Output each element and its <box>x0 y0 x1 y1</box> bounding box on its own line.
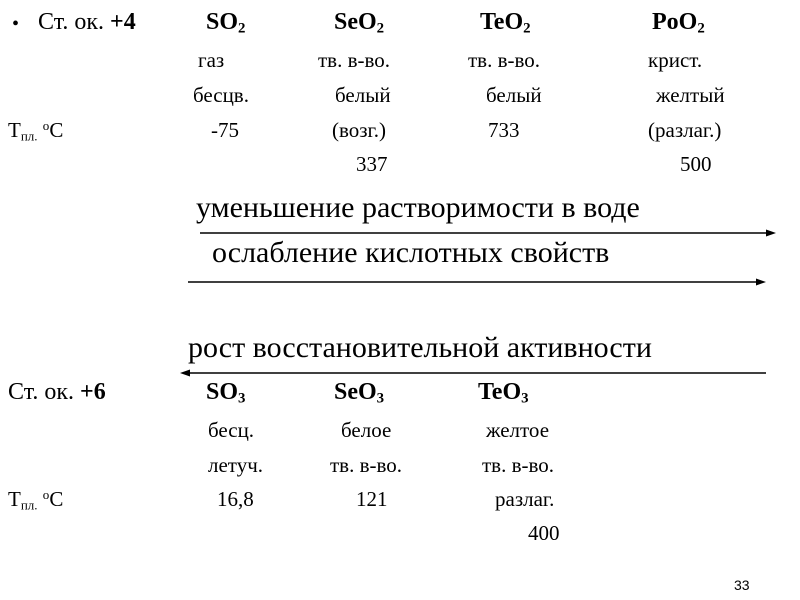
bullet-icon: • <box>12 13 20 35</box>
seo2-color: белый <box>335 83 391 107</box>
teo3-color: желтое <box>486 418 550 442</box>
poo2-state: крист. <box>648 48 703 72</box>
teo2-color: белый <box>486 83 542 107</box>
seo2-sublimation-temp: 337 <box>356 152 388 176</box>
seo3-state: тв. в-во. <box>330 453 403 477</box>
compound-teo2: TeO$_2$ <box>480 9 531 37</box>
compound-seo3: SeO$_3$ <box>334 379 385 407</box>
compound-so2: $SO_2$ <box>206 9 246 37</box>
seo3-melting-point: 121 <box>356 487 388 511</box>
compound-so3: $SO_3$ <box>206 379 246 407</box>
so2-state: газ <box>198 48 225 72</box>
so3-melting-point: 16,8 <box>217 487 254 511</box>
arrow-right-acidity-icon <box>188 279 766 286</box>
teo3-state: тв. в-во. <box>482 453 555 477</box>
compound-seo2: SeO$_2$ <box>334 9 385 37</box>
ox4-label: Ст. ок. +4 <box>38 9 136 35</box>
arrow-left-reducing-icon <box>180 370 766 377</box>
so2-color: бесцв. <box>193 83 249 107</box>
ox6-melting-point-label: $Т_{пл.}$ $^o$С <box>8 486 64 513</box>
poo2-melting-note: (разлаг.) <box>648 118 722 142</box>
seo2-melting-note: (возг.) <box>332 118 387 142</box>
poo2-decomposition-temp: 500 <box>680 152 712 176</box>
trend-solubility-decrease: уменьшение растворимости в воде <box>196 191 640 224</box>
ox6-label: Ст. ок. +6 <box>8 379 106 405</box>
compound-poo2: PoO$_2$ <box>652 9 705 37</box>
page-number: 33 <box>734 577 750 593</box>
so3-state: летуч. <box>208 453 264 477</box>
teo2-melting-point: 733 <box>488 118 520 142</box>
teo3-decomposition-temp: 400 <box>528 521 560 545</box>
teo2-state: тв. в-во. <box>468 48 541 72</box>
teo3-melting-note: разлаг. <box>495 487 555 511</box>
seo3-color: белое <box>341 418 392 442</box>
arrow-right-solubility-icon <box>200 230 776 237</box>
so2-melting-point: -75 <box>211 118 239 142</box>
compound-teo3: TeO$_3$ <box>478 379 529 407</box>
poo2-color: желтый <box>656 83 725 107</box>
seo2-state: тв. в-во. <box>318 48 391 72</box>
trend-acidity-weakening: ослабление кислотных свойств <box>212 236 610 269</box>
ox4-melting-point-label: $Т_{пл.}$ $^o$С <box>8 117 64 144</box>
so3-color: бесц. <box>208 418 255 442</box>
trend-reducing-activity-growth: рост восстановительной активности <box>188 331 652 364</box>
